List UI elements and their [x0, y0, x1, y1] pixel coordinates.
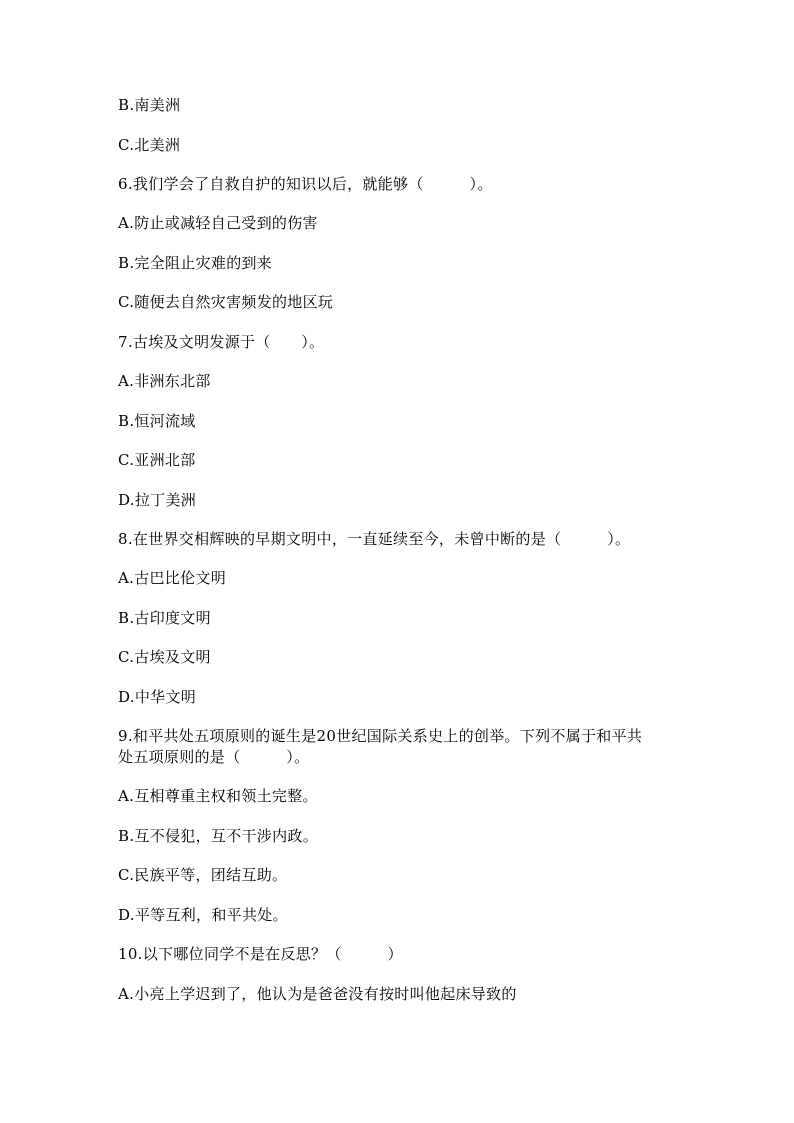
- q7-question: 7.古埃及文明发源于（ ）。: [118, 333, 325, 351]
- q5-option-b: B.南美洲: [118, 96, 181, 114]
- q6-option-c: C.随便去自然灾害频发的地区玩: [118, 293, 334, 311]
- q5-option-c: C.北美洲: [118, 136, 181, 154]
- q7-option-d: D.拉丁美洲: [118, 491, 197, 509]
- q6-question: 6.我们学会了自救自护的知识以后，就能够（ ）。: [118, 175, 493, 193]
- q9-option-a: A.互相尊重主权和领土完整。: [118, 787, 318, 805]
- q10-question: 10.以下哪位同学不是在反思？（ ）: [118, 945, 403, 963]
- q8-option-c: C.古埃及文明: [118, 648, 211, 666]
- q7-option-b: B.恒河流域: [118, 412, 196, 430]
- q6-option-a: A.防止或减轻自己受到的伤害: [118, 214, 318, 232]
- q7-option-c: C.亚洲北部: [118, 451, 196, 469]
- q8-question: 8.在世界交相辉映的早期文明中，一直延续至今，未曾中断的是（ ）。: [118, 530, 631, 548]
- q9-question-line-2: 处五项原则的是（ ）。: [118, 748, 310, 766]
- q8-option-d: D.中华文明: [118, 688, 197, 706]
- q8-option-b: B.古印度文明: [118, 609, 211, 627]
- q9-option-b: B.互不侵犯，互不干涉内政。: [118, 827, 318, 845]
- q9-option-d: D.平等互利，和平共处。: [118, 906, 288, 924]
- q8-option-a: A.古巴比伦文明: [118, 569, 227, 587]
- q9-option-c: C.民族平等，团结互助。: [118, 866, 288, 884]
- q7-option-a: A.非洲东北部: [118, 372, 211, 390]
- q10-option-a: A.小亮上学迟到了，他认为是爸爸没有按时叫他起床导致的: [118, 985, 517, 1003]
- q9-question-line-1: 9.和平共处五项原则的诞生是20世纪国际关系史上的创举。下列不属于和平共: [118, 727, 643, 745]
- q6-option-b: B.完全阻止灾难的到来: [118, 254, 273, 272]
